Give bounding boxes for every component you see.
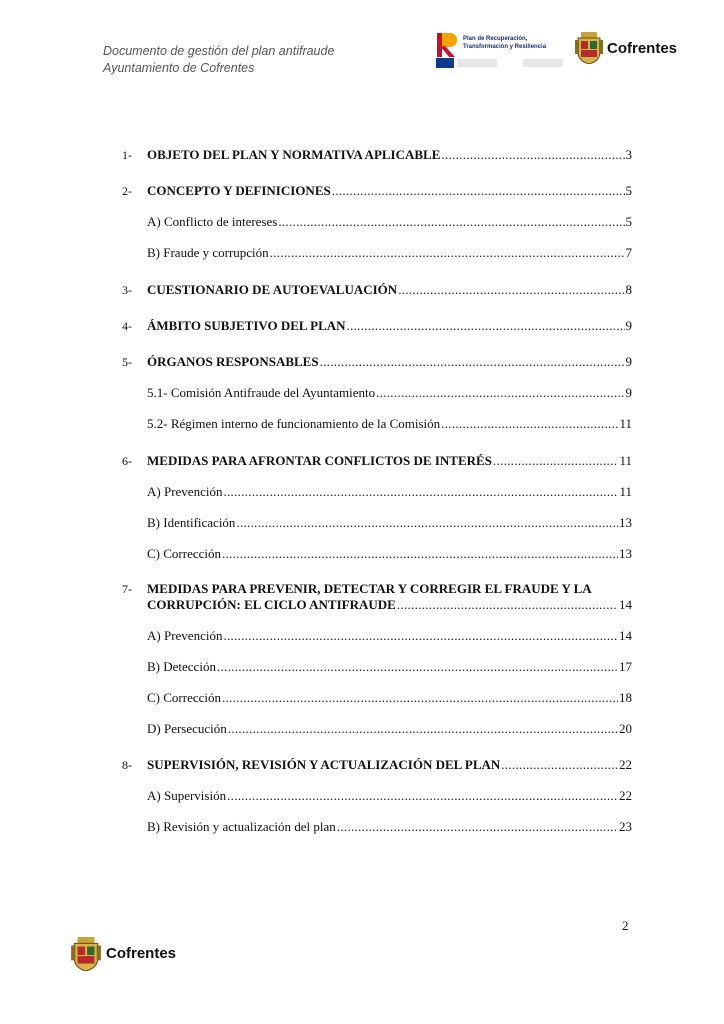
eu-flag-icon [436, 58, 454, 68]
toc-entry-6[interactable] [122, 453, 632, 469]
toc-entry-8a[interactable] [122, 788, 632, 804]
toc-entry-3[interactable] [122, 282, 632, 298]
table-of-contents [122, 147, 632, 835]
crest-icon [71, 937, 101, 971]
toc-label: ÓRGANOS RESPONSABLES [147, 354, 319, 369]
toc-leader [270, 245, 625, 261]
toc-page: 13 [619, 515, 632, 530]
toc-number: 7- [122, 582, 132, 596]
toc-label: ÁMBITO SUBJETIVO DEL PLAN [147, 318, 346, 333]
toc-page: 17 [619, 659, 632, 674]
prtr-line-1: Plan de Recuperación, [463, 36, 528, 42]
toc-page: 9 [625, 318, 632, 333]
toc-label: A) Conflicto de intereses [147, 214, 278, 229]
page-number: 2 [622, 918, 629, 933]
toc-leader [441, 416, 618, 432]
header-line-1: Documento de gestión del plan antifraude [103, 44, 335, 58]
toc-leader [223, 628, 618, 644]
toc-leader [398, 282, 624, 298]
toc-number: 1- [122, 148, 132, 162]
ministry-logo-icon [523, 59, 563, 67]
toc-entry-7a[interactable] [122, 628, 632, 644]
toc-page: 20 [619, 721, 632, 736]
toc-label: B) Identificación [147, 515, 236, 530]
toc-leader [441, 147, 624, 163]
toc-entry-6c[interactable] [122, 546, 632, 562]
toc-number: 6- [122, 454, 132, 468]
toc-page: 7 [625, 245, 632, 260]
toc-leader [501, 757, 618, 773]
toc-entry-5[interactable] [122, 354, 632, 370]
toc-label: A) Prevención [147, 628, 223, 643]
toc-entry-8[interactable] [122, 757, 632, 773]
toc-number: 8- [122, 758, 132, 772]
prtr-line-2: Transformación y Resiliencia [463, 44, 547, 50]
toc-page: 5 [625, 214, 632, 229]
header-line-2: Ayuntamiento de Cofrentes [103, 61, 255, 75]
toc-leader [223, 484, 618, 500]
toc-entry-7d[interactable] [122, 721, 632, 737]
government-logo-icon [457, 59, 497, 67]
toc-leader [217, 659, 618, 675]
document-header [103, 43, 334, 77]
toc-number: 4- [122, 319, 132, 333]
toc-label: B) Fraude y corrupción [147, 245, 269, 260]
toc-entry-4[interactable] [122, 318, 632, 334]
toc-entry-2[interactable] [122, 183, 632, 199]
toc-entry-5-2[interactable] [122, 416, 632, 432]
toc-number: 5- [122, 355, 132, 369]
toc-leader [228, 721, 618, 737]
toc-entry-6b[interactable] [122, 515, 632, 531]
prtr-logo [435, 30, 565, 70]
toc-leader [347, 318, 625, 334]
toc-leader [320, 354, 625, 370]
toc-page: 18 [619, 690, 632, 705]
brand-name: Cofrentes [106, 945, 177, 962]
toc-label: A) Prevención [147, 484, 223, 499]
toc-page: 11 [619, 416, 632, 431]
toc-page: 9 [625, 354, 632, 369]
toc-entry-8b[interactable] [122, 819, 632, 835]
toc-entry-5-1[interactable] [122, 385, 632, 401]
toc-leader [397, 597, 618, 613]
toc-entry-7b[interactable] [122, 659, 632, 675]
toc-page: 3 [625, 147, 632, 162]
toc-page: 9 [625, 385, 632, 400]
toc-label: B) Detección [147, 659, 216, 674]
toc-entry-2a[interactable] [122, 214, 632, 230]
prtr-text [463, 35, 546, 51]
toc-leader [227, 788, 618, 804]
toc-page: 11 [619, 453, 632, 468]
toc-page: 13 [619, 546, 632, 561]
brand-name: Cofrentes [607, 40, 678, 57]
toc-label: A) Supervisión [147, 788, 227, 803]
toc-label: MEDIDAS PARA AFRONTAR CONFLICTOS DE INTERÉS [147, 453, 492, 468]
toc-leader [493, 453, 619, 469]
toc-page: 14 [619, 628, 632, 643]
toc-label: 5.2- Régimen interno de funcionamiento de la Comisión [147, 416, 441, 431]
toc-label: B) Revisión y actualización del plan [147, 819, 336, 834]
toc-label-line-1 [122, 581, 632, 597]
toc-leader [376, 385, 624, 401]
toc-leader [278, 214, 624, 230]
toc-page: 5 [625, 183, 632, 198]
toc-entry-6a[interactable] [122, 484, 632, 500]
toc-page: 23 [619, 819, 632, 834]
toc-number: 3- [122, 283, 132, 297]
toc-leader [337, 819, 618, 835]
toc-label: C) Corrección [147, 546, 222, 561]
toc-label: D) Persecución [147, 721, 227, 736]
toc-page: 11 [619, 484, 632, 499]
toc-label: CONCEPTO Y DEFINICIONES [147, 183, 331, 198]
toc-page: 8 [625, 282, 632, 297]
toc-entry-1[interactable] [122, 147, 632, 163]
toc-page: 22 [619, 788, 632, 803]
toc-label-line-2 [122, 597, 632, 613]
toc-label: OBJETO DEL PLAN Y NORMATIVA APLICABLE [147, 147, 441, 162]
toc-page: 14 [619, 597, 632, 612]
toc-label: CUESTIONARIO DE AUTOEVALUACIÓN [147, 282, 398, 297]
prtr-r-icon [435, 32, 459, 58]
toc-label-first: MEDIDAS PARA PREVENIR, DETECTAR Y CORREGIR EL FRAUDE Y LA [147, 581, 592, 596]
toc-label: 5.1- Comisión Antifraude del Ayuntamiento [147, 385, 376, 400]
toc-leader [222, 546, 618, 562]
toc-label: SUPERVISIÓN, REVISIÓN Y ACTUALIZACIÓN DEL PLAN [147, 757, 501, 772]
toc-label: C) Corrección [147, 690, 222, 705]
toc-page: 22 [619, 757, 632, 772]
toc-leader [236, 515, 618, 531]
toc-label: CORRUPCIÓN: EL CICLO ANTIFRAUDE [147, 597, 396, 612]
toc-entry-7[interactable] [122, 581, 632, 613]
toc-entry-2b[interactable] [122, 245, 632, 261]
toc-leader [332, 183, 625, 199]
toc-number: 2- [122, 184, 132, 198]
toc-leader [222, 690, 618, 706]
toc-entry-7c[interactable] [122, 690, 632, 706]
crest-icon [575, 32, 603, 64]
